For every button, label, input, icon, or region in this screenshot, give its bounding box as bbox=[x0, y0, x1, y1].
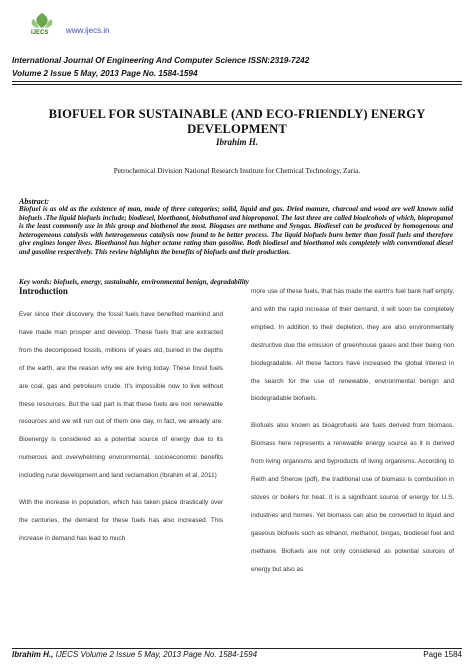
section-heading-introduction: Introduction bbox=[19, 286, 68, 296]
logo-text: IJECS bbox=[31, 30, 49, 36]
paragraph: more use of these fuels, that has made the earth’s fuel bank half empty, and with the rapid increase of their demand, it will soon be completely emptied. In addition to their depletion, they are also environmentally destructive due the emission of greenhouse gases and their being non biodegradable. All these factors have increased the global interest in the search for the use of renewable, environmental benign and biodegradable biofuels. bbox=[251, 288, 454, 403]
header-divider-secondary bbox=[12, 84, 462, 85]
author-name: Ibrahim H. bbox=[215, 137, 258, 147]
page-number: Page 1584 bbox=[423, 650, 462, 659]
paragraph: With the increase in population, which has taken place drastically over the centuries, the demand for these fuels has also increased. This increase in demand has lead to much bbox=[19, 499, 223, 542]
logo-leaf-icon bbox=[32, 13, 53, 28]
paragraph: Biofuels also known as bioagrofuels are fuels derived from biomass. Biomass here represents a renewable energy source as it is derived from living organisms and byproducts of living organisms. According to Reith and Sherow (pdf), the traditional use of biomass is combustion in stoves or boilers for heat. It is a significant source of energy for U.S. industries and homes. Yet biomass can also be converted to liquid and gaseous biofuels such as ethanol, methanol, biogas, biodiesel fuel and methane. Biofuels are not only considered as potential sources of energy but also as bbox=[251, 422, 454, 573]
abstract-text: Biofuel is as old as the existence of man, made of three categories; solid, liquid and gas. Dried manure, charcoal and wood are well known solid biofuels .The liquid biofuels include; biodiesel, bioethanol, biobuthanol and biopropanol. The last three are called bioalcohols of which, biopropanol is the least commonly use in this group and biothenol the most. Biogases are methane and Syngas. Biodiesel can be produced by homogenous and heterogeneous catalysis with heterogeneous catalysis now found to be better process. The liquid biofuels burn better than fossil fuels and therefore give engines longer lives. Bioethanol has higher octane rating than gasoline. Both biodiesel and bioethanol mix completely with conventional diesel and gasoline respectively. This review highlights the benefits of biofuels and their production. bbox=[19, 205, 453, 256]
footer-author: Ibrahim H., bbox=[12, 650, 54, 659]
journal-url-link[interactable]: www.ijecs.in bbox=[66, 26, 110, 35]
footer-citation bbox=[12, 650, 257, 659]
footer-divider bbox=[12, 648, 462, 649]
header-divider bbox=[12, 81, 462, 82]
footer-journal: IJECS Volume 2 Issue 5 May, 2013 Page No. 1584-1594 bbox=[53, 650, 258, 659]
abstract-label: Abstract: bbox=[19, 197, 50, 206]
paper-title-line1: BIOFUEL FOR SUSTAINABLE (AND ECO-FRIENDLY) ENERGY bbox=[48, 107, 426, 121]
body-column-right bbox=[251, 283, 454, 579]
body-column-left bbox=[19, 306, 223, 548]
paper-title-line2: DEVELOPMENT bbox=[187, 122, 287, 136]
journal-volume: Volume 2 Issue 5 May, 2013 Page No. 1584-1594 bbox=[12, 69, 198, 78]
paragraph: Ever since their discovery, the fossil fuels have benefited mankind and have made man prosper and develop. These fuels that are extracted from the decomposed fossils, millions of years old, buried in the depths of the earth, are the reason why we are living today. These fossil fuels are coal, gas and petroleum crude. It’s impossible now to live without these resources. But the sad part is that these fuels are non renewable resources and we will run out of them one day, in fact, we already are. Bioenergy is considered as a potential source of energy due to its numerous and overwhelming environmental, socioeconomic benefits including rural development and land reclamation (Ibrahim et al, 2011) bbox=[19, 311, 223, 480]
author-affiliation: Petrochemical Division National Research Institute for Chemical Technology, Zaria. bbox=[113, 166, 361, 175]
journal-name: International Journal Of Engineering And Computer Science ISSN:2319-7242 bbox=[12, 56, 310, 65]
keywords: Key words: biofuels, energy, sustainable, environmental benign, degradability bbox=[19, 278, 249, 286]
journal-logo bbox=[22, 11, 62, 41]
